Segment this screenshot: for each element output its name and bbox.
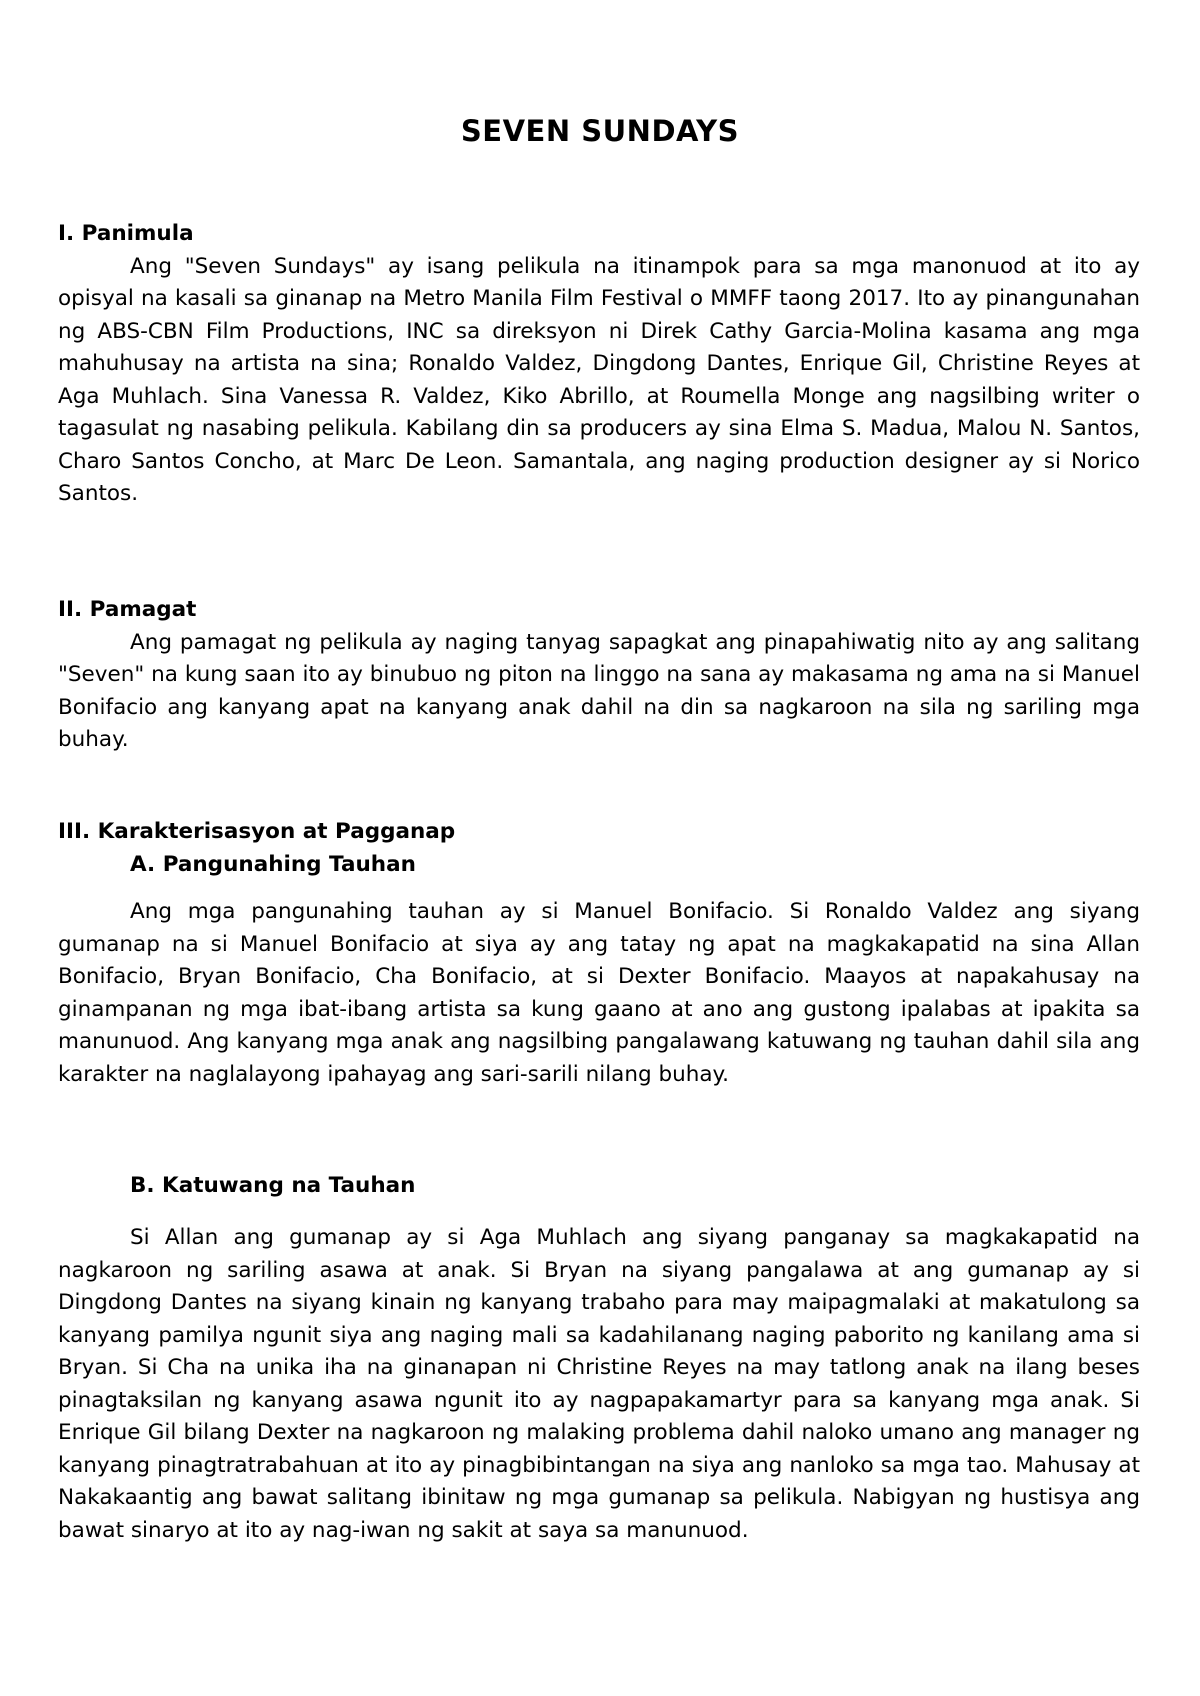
section-karakterisasyon bbox=[58, 816, 1140, 881]
subsection-katuwang-tauhan bbox=[58, 1170, 1140, 1203]
paragraph-pangunahing-tauhan: Ang mga pangunahing tauhan ay si Manuel Bonifacio. Si Ronaldo Valdez ang siyang gumanap na si Manuel Bonifacio at siya ay ang tatay ng apat na magkakapatid na sina Allan Bonifacio, Bryan Bonifacio, Cha Bonifacio, at si Dexter Bonifacio. Maayos at napakahusay na ginampanan ng mga ibat-ibang artista sa kung gaano at ano ang gustong ipalabas at ipakita sa manunuod. Ang kanyang mga anak ang nagsilbing pangalawang katuwang ng tauhan dahil sila ang karakter na naglalayong ipahayag ang sari-sarili nilang buhay. bbox=[58, 899, 1140, 1087]
section-pamagat bbox=[58, 594, 1140, 757]
paragraph-katuwang-tauhan: Si Allan ang gumanap ay si Aga Muhlach ang siyang panganay sa magkakapatid na nagkaroon ng sariling asawa at anak. Si Bryan na siyang pangalawa at ang gumanap ay si Dingdong Dantes na siyang kinain ng kanyang trabaho para may maipagmalaki at makatulong sa kanyang pamilya ngunit siya ang naging mali sa kadahilanang naging paborito ng kanilang ama si Bryan. Si Cha na unika iha na ginanapan ni Christine Reyes na may tatlong anak na ilang beses pinagtaksilan ng kanyang asawa ngunit ito ay nagpapakamartyr para sa kanyang mga anak. Si Enrique Gil bilang Dexter na nagkaroon ng malaking problema dahil naloko umano ang manager ng kanyang pinagtratrabahuan at ito ay pinagbibintangan na siya ang nanloko sa mga tao. Mahusay at Nakakaantig ang bawat salitang ibinitaw ng mga gumanap sa pelikula. Nabigyan ng hustisya ang bawat sinaryo at ito ay nag-iwan ng sakit at saya sa manunuod. bbox=[58, 1225, 1140, 1543]
subsection-katuwang-tauhan-body bbox=[58, 1222, 1140, 1547]
section-heading-karakterisasyon: III. Karakterisasyon at Pagganap bbox=[58, 819, 456, 844]
subsection-pangunahing-tauhan bbox=[58, 896, 1140, 1091]
subheading-pangunahing-tauhan: A. Pangunahing Tauhan bbox=[130, 851, 416, 877]
section-heading-panimula: I. Panimula bbox=[58, 221, 194, 246]
paragraph-pamagat: Ang pamagat ng pelikula ay naging tanyag sapagkat ang pinapahiwatig nito ay ang salitang "Seven" na kung saan ito ay binubuo ng piton na linggo na sana ay makasama ng ama na si Manuel Bonifacio ang kanyang apat na kanyang anak dahil na din sa nagkaroon na sila ng sariling mga buhay. bbox=[58, 629, 1140, 752]
document-title: SEVEN SUNDAYS bbox=[460, 114, 740, 148]
section-heading-pamagat: II. Pamagat bbox=[58, 597, 197, 622]
subheading-katuwang-tauhan: B. Katuwang na Tauhan bbox=[130, 1173, 416, 1198]
paragraph-panimula: Ang "Seven Sundays" ay isang pelikula na itinampok para sa mga manonuod at ito ay opisyal na kasali sa ginanap na Metro Manila Film Festival o MMFF taong 2017. Ito ay pinangunahan ng ABS-CBN Film Productions, INC sa direksyon ni Direk Cathy Garcia-Molina kasama ang mga mahuhusay na artista na sina; Ronaldo Valdez, Dingdong Dantes, Enrique Gil, Christine Reyes at Aga Muhlach. Sina Vanessa R. Valdez, Kiko Abrillo, at Roumella Monge ang nagsilbing writer o tagasulat ng nasabing pelikula. Kabilang din sa producers ay sina Elma S. Madua, Malou N. Santos, Charo Santos Concho, at Marc De Leon. Samantala, ang naging production designer ay si Norico Santos. bbox=[58, 253, 1140, 506]
section-panimula bbox=[58, 218, 1140, 511]
